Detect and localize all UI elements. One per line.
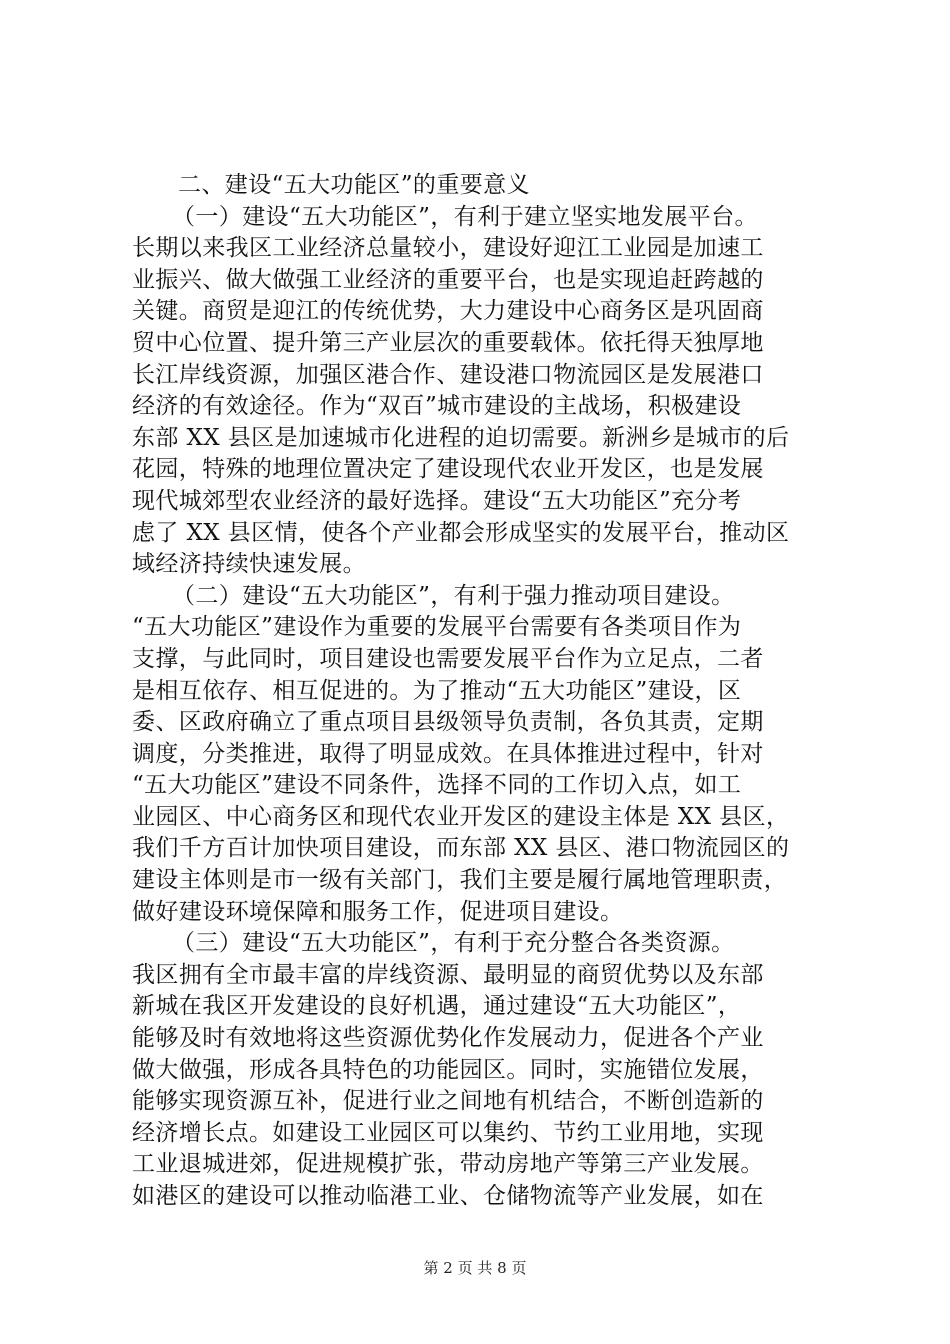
subsection-heading-3: （三）建设“五大功能区”，有利于充分整合各类资源。 bbox=[172, 930, 735, 957]
paragraph-line: 能够实现资源互补，促进行业之间地有机结合，不断创造新的 bbox=[132, 1088, 764, 1115]
paragraph-line: 如港区的建设可以推动临港工业、仓储物流等产业发展，如在 bbox=[132, 1183, 764, 1209]
paragraph-line: 关键。商贸是迎江的传统优势，大力建设中心商务区是巩固商 bbox=[132, 298, 764, 325]
paragraph-line: 现代城郊型农业经济的最好选择。建设“五大功能区”充分考 bbox=[132, 487, 742, 514]
paragraph-line: 调度，分类推进，取得了明显成效。在具体推进过程中，针对 bbox=[132, 740, 764, 767]
paragraph-line: 虑了 XX 县区情，使各个产业都会形成坚实的发展平台，推动区 bbox=[132, 519, 790, 546]
subsection-heading-1: （一）建设“五大功能区”，有利于建立坚实地发展平台。 bbox=[172, 203, 758, 230]
paragraph-line: 支撑，与此同时，项目建设也需要发展平台作为立足点，二者 bbox=[132, 645, 764, 672]
paragraph-line: 业园区、中心商务区和现代农业开发区的建设主体是 XX 县区， bbox=[132, 803, 790, 830]
paragraph-line: 能够及时有效地将这些资源优势化作发展动力，促进各个产业 bbox=[132, 1025, 764, 1052]
subsection-heading-2: （二）建设“五大功能区”，有利于强力推动项目建设。 bbox=[172, 582, 735, 609]
paragraph-line: 域经济持续快速发展。 bbox=[132, 551, 366, 578]
paragraph-line: 建设主体则是市一级有关部门，我们主要是履行属地管理职责， bbox=[132, 867, 788, 894]
paragraph-line: 花园，特殊的地理位置决定了建设现代农业开发区，也是发展 bbox=[132, 456, 764, 483]
paragraph-line: 我区拥有全市最丰富的岸线资源、最明显的商贸优势以及东部 bbox=[132, 961, 764, 988]
paragraph-line: 长期以来我区工业经济总量较小，建设好迎江工业园是加速工 bbox=[132, 235, 764, 262]
paragraph-line: 做大做强，形成各具特色的功能园区。同时，实施错位发展， bbox=[132, 1056, 764, 1083]
paragraph-line: 长江岸线资源，加强区港合作、建设港口物流园区是发展港口 bbox=[132, 361, 764, 388]
paragraph-line: “五大功能区”建设不同条件，选择不同的工作切入点，如工 bbox=[132, 772, 742, 799]
paragraph-line: 是相互依存、相互促进的。为了推动“五大功能区”建设，区 bbox=[132, 677, 742, 704]
paragraph-line: 做好建设环境保障和服务工作，促进项目建设。 bbox=[132, 898, 624, 925]
body-text bbox=[132, 170, 832, 1213]
paragraph-line: 我们千方百计加快项目建设，而东部 XX 县区、港口物流园区的 bbox=[132, 835, 790, 862]
page-footer bbox=[0, 1258, 950, 1278]
paragraph-line: 工业退城进郊，促进规模扩张，带动房地产等第三产业发展。 bbox=[132, 1151, 764, 1178]
paragraph-line: 经济增长点。如建设工业园区可以集约、节约工业用地，实现 bbox=[132, 1119, 764, 1146]
paragraph-line: 贸中心位置、提升第三产业层次的重要载体。依托得天独厚地 bbox=[132, 329, 764, 356]
paragraph-line: 经济的有效途径。作为“双百”城市建设的主战场，积极建设 bbox=[132, 393, 742, 420]
paragraph-line: 委、区政府确立了重点项目县级领导负责制，各负其责，定期 bbox=[132, 709, 764, 736]
paragraph-line: 东部 XX 县区是加速城市化进程的迫切需要。新洲乡是城市的后 bbox=[132, 424, 790, 451]
paragraph-line: 新城在我区开发建设的良好机遇，通过建设“五大功能区”， bbox=[132, 993, 742, 1020]
paragraph-line: 业振兴、做大做强工业经济的重要平台，也是实现追赶跨越的 bbox=[132, 266, 764, 293]
page-number: 第 2 页 共 8 页 bbox=[423, 1259, 527, 1277]
paragraph-line: “五大功能区”建设作为重要的发展平台需要有各类项目作为 bbox=[132, 614, 742, 641]
section-heading: 二、建设“五大功能区”的重要意义 bbox=[178, 172, 530, 198]
